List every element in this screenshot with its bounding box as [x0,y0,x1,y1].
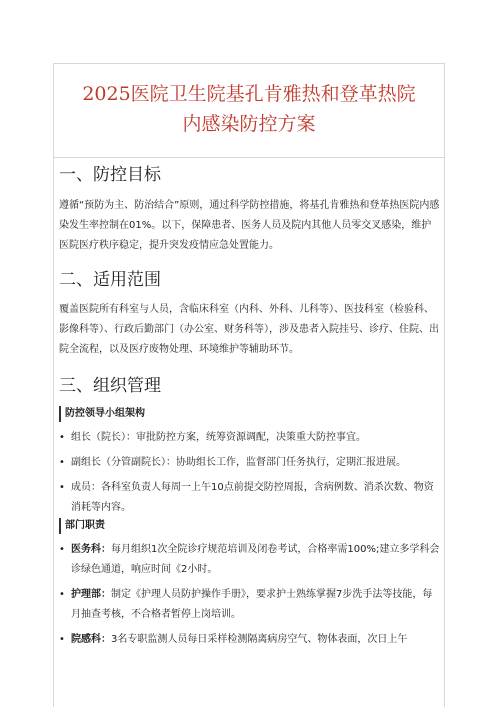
list-item-text: 副组长（分管副院长）：协助组长工作，监督部门任务执行，定期汇报进展。 [71,457,406,468]
list-item-label: 院感科： [71,634,111,645]
list-item-text: 每月组织1次全院诊疗规范培训及闭卷考试，合格率需100%;建立多学科会诊绿色通道，响应时间《2小时。 [71,544,440,575]
section-heading-scope: 二、适用范围 [59,270,161,290]
bullet-icon: • [59,457,65,468]
document-title-line2: 内感染防控方案 [182,113,316,135]
bullet-icon: • [59,432,65,443]
list-item [57,478,441,518]
list-item-label: 护理部： [71,589,111,600]
list-item-text: 制定《护理人员防护操作手册》，要求护士熟练掌握7步洗手法等技能，每月抽查考核，不合格者暂停上岗培训。 [71,589,433,620]
list-item-text: 3名专职监测人员每日采样检测隔离病房空气、物体表面，次日上午 [111,634,408,645]
subheading-leadership-group: 防控领导小组架构 [59,406,145,422]
subheading-department-duties: 部门职责 [59,518,105,534]
section-heading-organization: 三、组织管理 [59,376,161,396]
list-item-text: 成员：各科室负责人每周一上午10点前提交防控周报，含病例数、消杀次数、物资消耗等内容。 [71,482,434,513]
bullet-icon: • [59,634,65,645]
leadership-group-list [57,428,441,523]
list-item-text: 组长（院长）：审批防控方案，统筹资源调配，决策重大防控事宜。 [71,432,366,443]
list-item [57,428,441,448]
section-body-scope: 覆盖医院所有科室与人员，含临床科室（内科、外科、儿科等）、医技科室（检验科、影像科等）、行政后勤部门（办公室、财务科等），涉及患者入院挂号、诊疗、住院、出院全流程，以及医疗废物处理、环境维护等辅助环节。 [59,304,439,355]
section-body-goals: 遵循“预防为主、防治结合”原则，通过科学防控措施，将基孔肯雅热和登革热医院内感染发生率控制在01%。以下，保障患者、医务人员及院内其他人员零交叉感染，维护医院医疗秩序稳定，提升突发疫情应急处置能力。 [59,200,440,251]
title-block [54,79,444,154]
list-item [57,630,441,650]
bullet-icon: • [59,589,65,600]
list-item [57,585,441,625]
section-heading-goals: 一、防控目标 [59,165,161,185]
document-page [53,63,445,707]
list-item-label: 医务科： [71,544,111,555]
department-duties-list [57,540,441,655]
bullet-icon: • [59,544,65,555]
list-item [57,540,441,580]
document-title-line1: 2025医院卫生院基孔肯雅热和登革热院 [82,83,416,105]
title-divider [54,157,444,158]
document-title [54,79,444,139]
list-item [57,453,441,473]
bullet-icon: • [59,482,65,493]
